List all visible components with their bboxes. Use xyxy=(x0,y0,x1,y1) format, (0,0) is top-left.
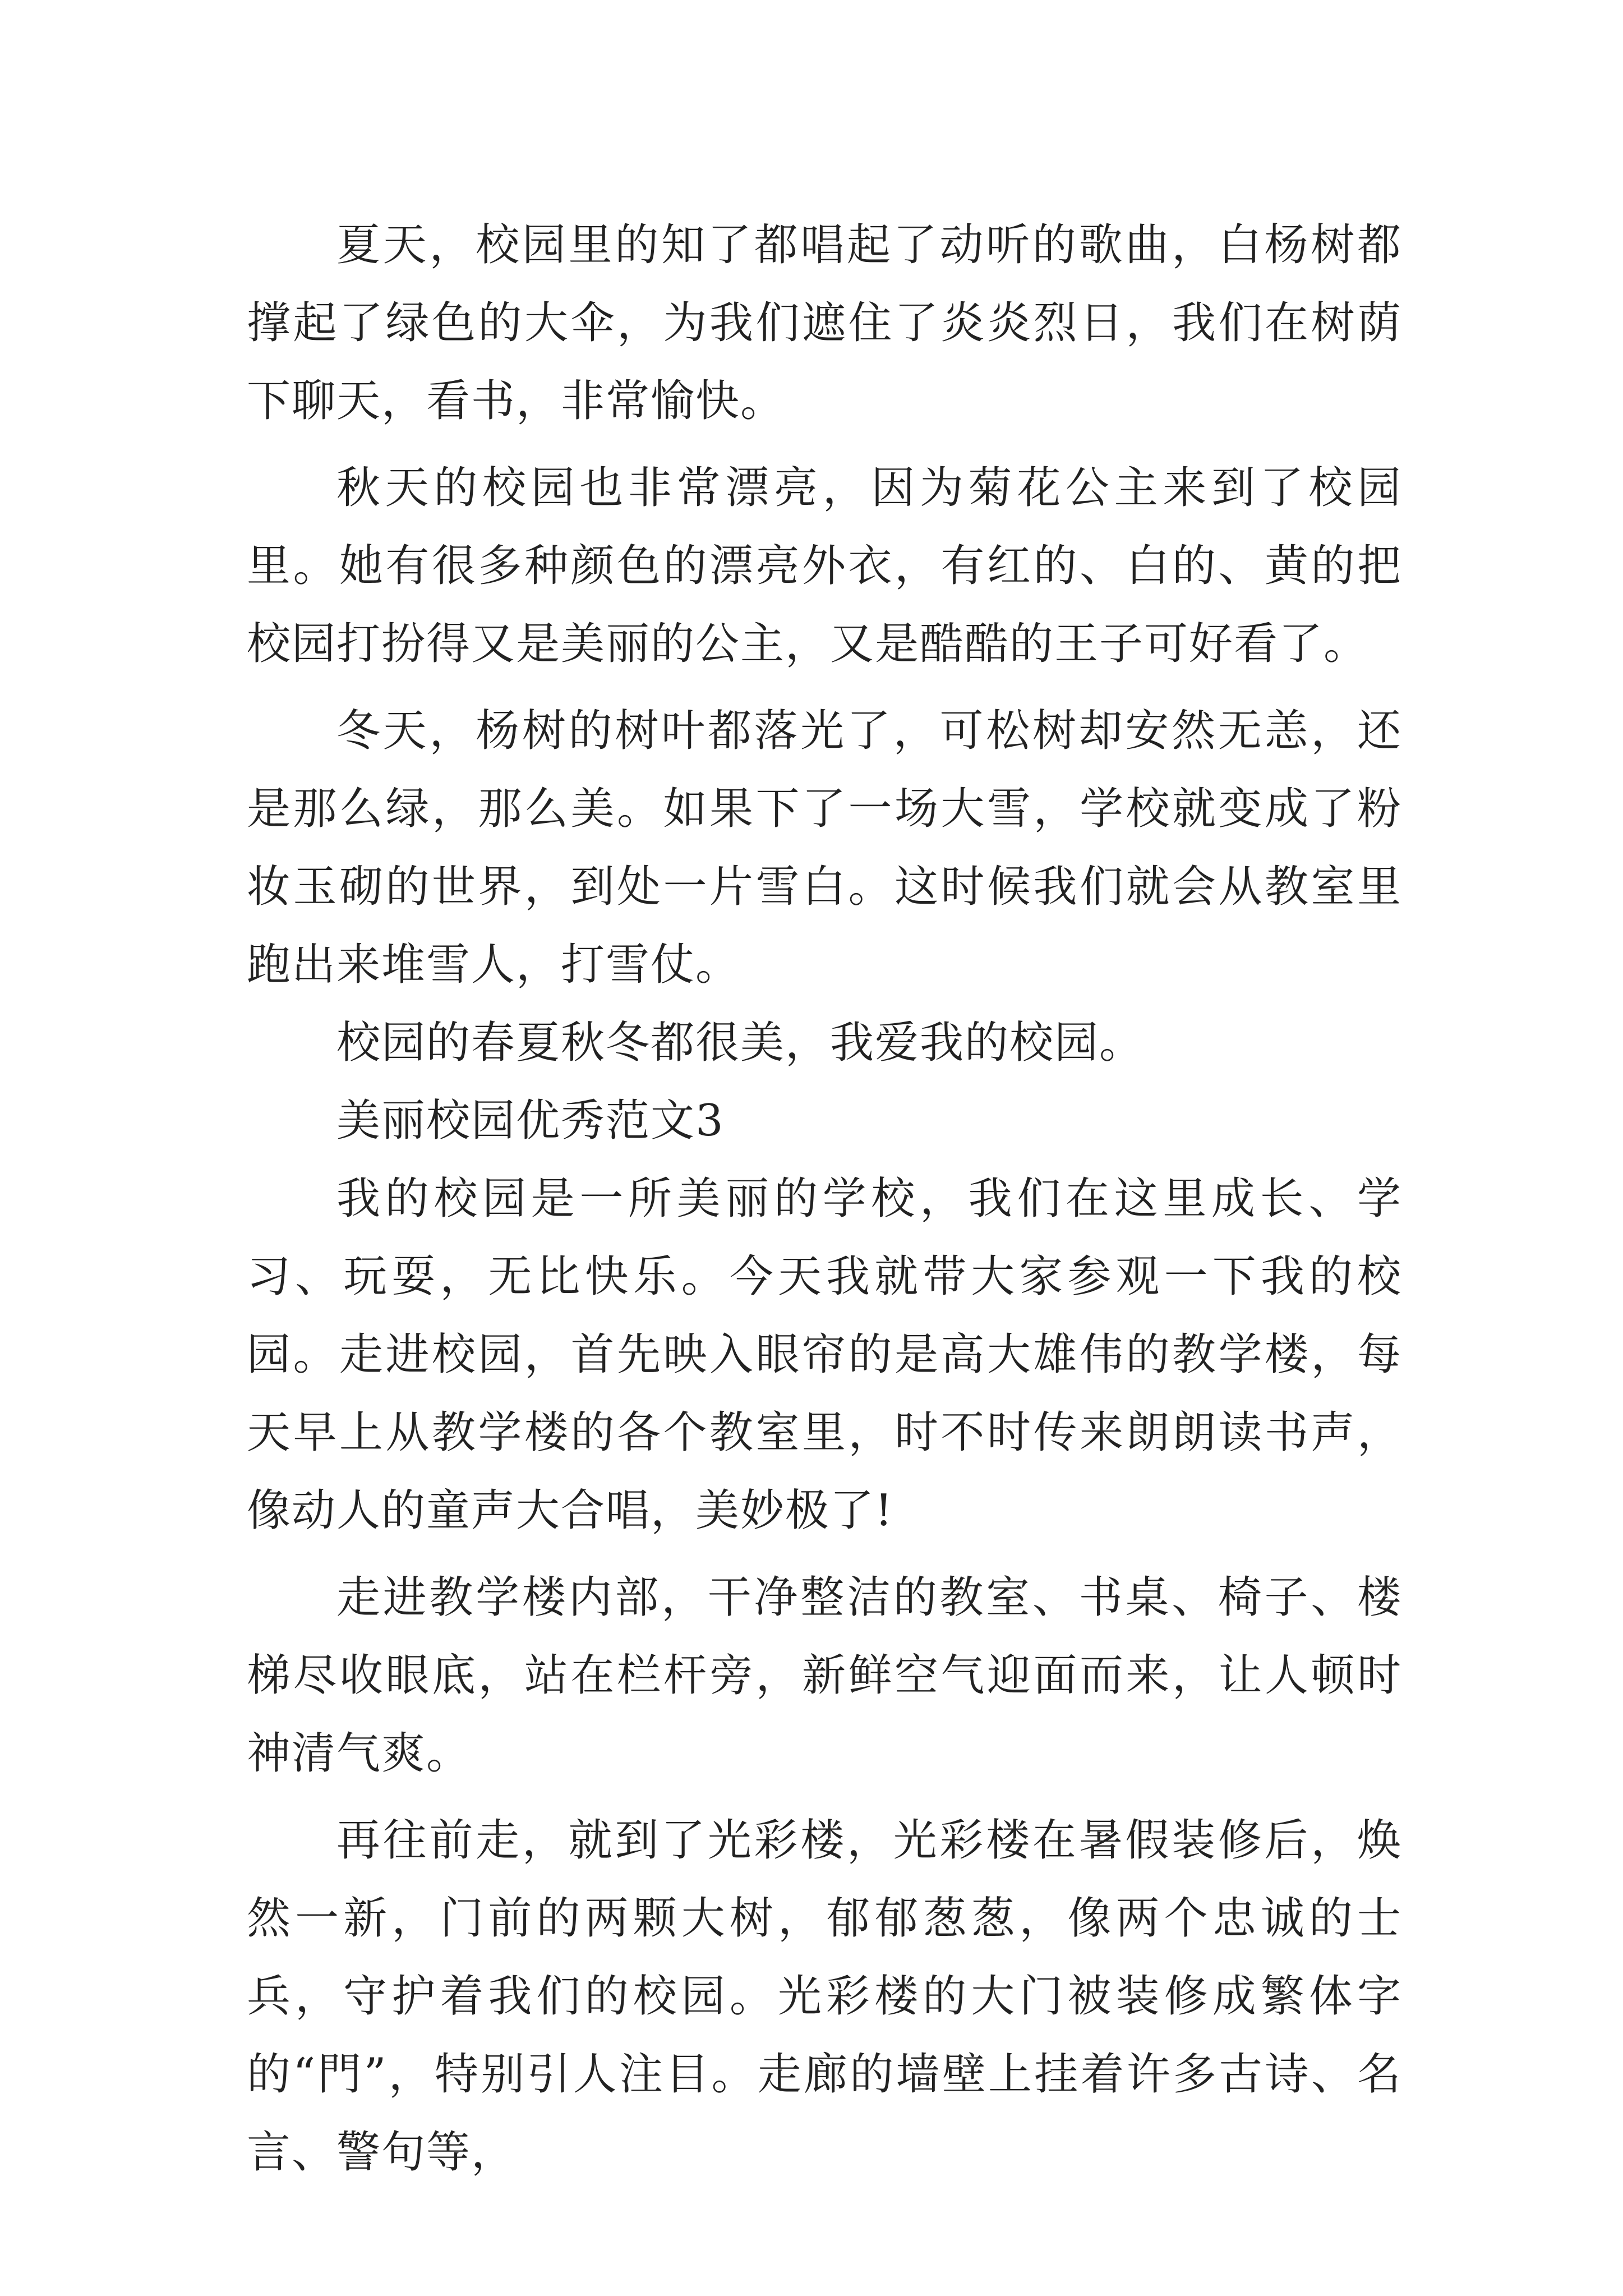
paragraph-intro: 我的校园是一所美丽的学校，我们在这里成长、学习、玩耍，无比快乐。今天我就带大家参观一下我的校园。走进校园，首先映入眼帘的是高大雄伟的教学楼，每天早上从教学楼的各个教室里，时不时传来朗朗读书声，像动人的童声大合唱，美妙极了! xyxy=(247,1174,1402,1536)
document-body xyxy=(247,206,1402,2192)
paragraph-teaching-building: 走进教学楼内部，干净整洁的教室、书桌、椅子、楼梯尽收眼底，站在栏杆旁，新鲜空气迎面而来，让人顿时神清气爽。 xyxy=(247,1572,1402,1779)
paragraph-summer: 夏天，校园里的知了都唱起了动听的歌曲，白杨树都撑起了绿色的大伞，为我们遮住了炎炎烈日，我们在树荫下聊天，看书，非常愉快。 xyxy=(247,220,1402,426)
section-title: 美丽校园优秀范文3 xyxy=(336,1096,725,1146)
paragraph-guangcai-building: 再往前走，就到了光彩楼，光彩楼在暑假装修后，焕然一新，门前的两颗大树，郁郁葱葱，像两个忠诚的士兵，守护着我们的校园。光彩楼的大门被装修成繁体字的“門”，特别引人注目。走廊的墙壁上挂着许多古诗、名言、警句等， xyxy=(247,1815,1402,2178)
paragraph-winter: 冬天，杨树的树叶都落光了，可松树却安然无恙，还是那么绿，那么美。如果下了一场大雪，学校就变成了粉妆玉砌的世界，到处一片雪白。这时候我们就会从教室里跑出来堆雪人，打雪仗。 xyxy=(247,706,1402,990)
paragraph-conclusion: 校园的春夏秋冬都很美，我爱我的校园。 xyxy=(336,1018,1145,1068)
paragraph-autumn: 秋天的校园也非常漂亮，因为菊花公主来到了校园里。她有很多种颜色的漂亮外衣，有红的、白的、黄的把校园打扮得又是美丽的公主，又是酷酷的王子可好看了。 xyxy=(247,463,1402,669)
